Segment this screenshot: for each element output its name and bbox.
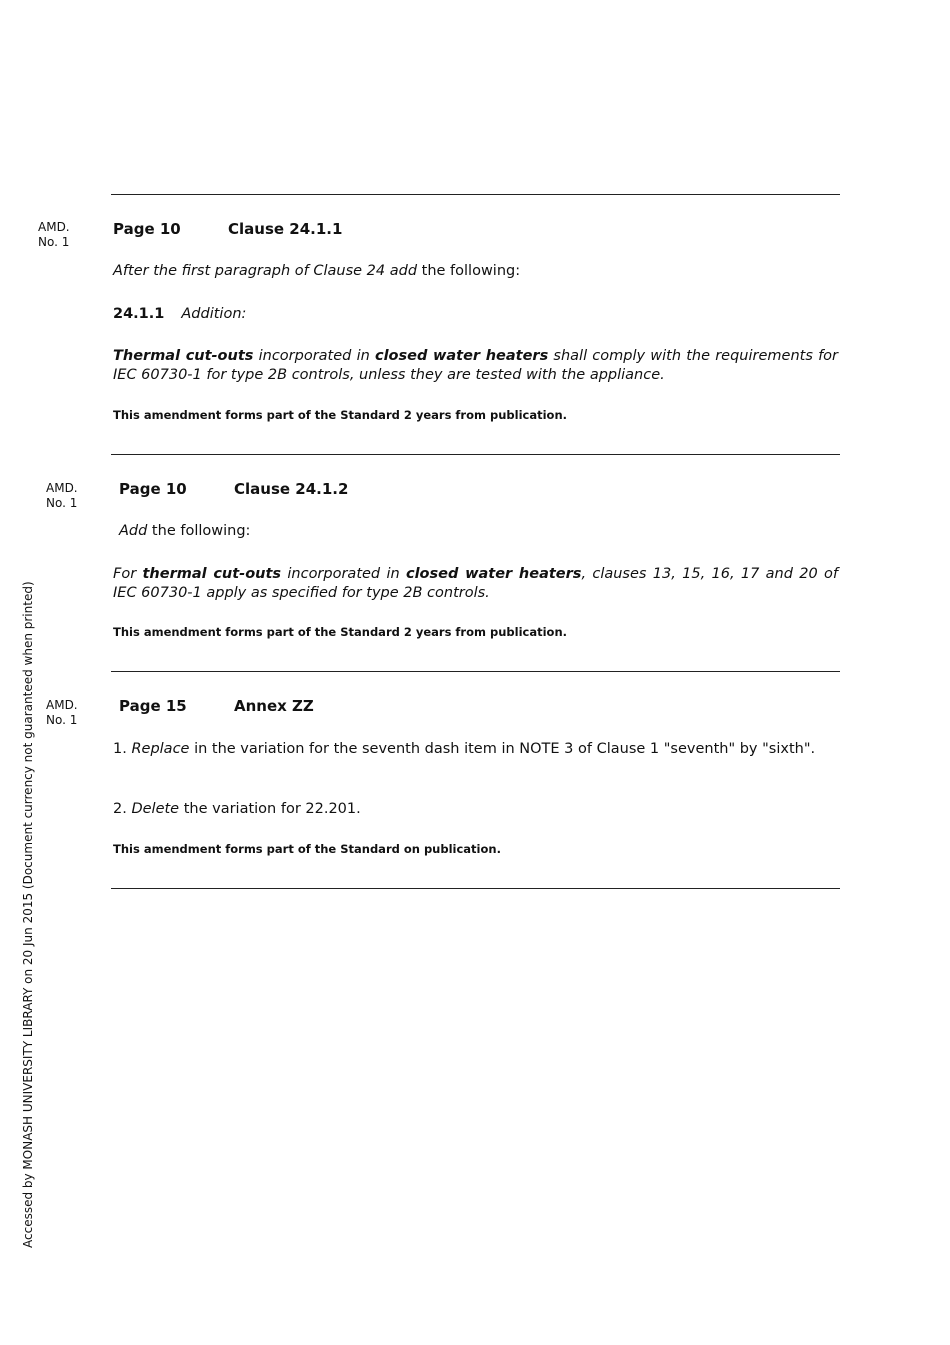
divider-top: [111, 194, 840, 195]
body-text: shall comply with the requirements for IEC 60730-1 for type 2B controls, unless they are tested with the appliance.: [113, 348, 839, 383]
access-side-note: Accessed by MONASH UNIVERSITY LIBRARY on 20 Jun 2015 (Document currency not guaranteed when printed): [21, 581, 35, 1248]
item-action: Replace: [131, 741, 190, 757]
amd-label: AMD.: [38, 220, 70, 234]
section-3-heading: [119, 697, 314, 715]
divider-2: [111, 671, 840, 672]
amd-marker-2: [46, 481, 78, 511]
term-closed-water-heaters: closed water heaters: [374, 348, 549, 364]
intro-rest: the following:: [147, 523, 251, 539]
term-thermal-cutouts: thermal cut-outs: [142, 566, 282, 582]
section-1-subclause: [113, 305, 838, 324]
item-text: the variation for 22.201.: [179, 801, 361, 817]
clause-ref: Clause 24.1.2: [234, 480, 349, 498]
page-ref: Page 10: [113, 220, 181, 238]
section-2-intro: [119, 522, 844, 541]
section-1-note: This amendment forms part of the Standard 2 years from publication.: [113, 408, 567, 422]
section-2-heading: [119, 480, 349, 498]
intro-italic: After the first paragraph of Clause 24 add: [113, 263, 418, 279]
subclause-label: Addition:: [181, 306, 247, 322]
amd-number: No. 1: [46, 713, 78, 727]
intro-italic: Add: [119, 523, 148, 539]
section-1-intro: [113, 262, 838, 281]
amd-marker-3: [46, 698, 78, 728]
subclause-number: 24.1.1: [113, 306, 165, 322]
page-ref: Page 10: [119, 480, 187, 498]
section-1-heading: [113, 220, 343, 238]
body-text: , clauses 13, 15, 16, 17 and 20 of IEC 60730-1 apply as specified for type 2B controls.: [113, 566, 838, 601]
section-3-note: This amendment forms part of the Standard on publication.: [113, 842, 501, 856]
term-closed-water-heaters: closed water heaters: [405, 566, 582, 582]
section-2-note: This amendment forms part of the Standard 2 years from publication.: [113, 625, 567, 639]
section-3-item-2: [113, 800, 838, 819]
item-number: 1.: [113, 741, 132, 757]
amd-number: No. 1: [46, 496, 78, 510]
item-number: 2.: [113, 801, 132, 817]
section-1-body: [113, 347, 838, 385]
amd-number: No. 1: [38, 235, 70, 249]
page-ref: Page 15: [119, 697, 187, 715]
section-2-body: [113, 565, 838, 603]
body-text: incorporated in: [281, 566, 406, 582]
annex-ref: Annex ZZ: [234, 697, 314, 715]
section-3-item-1: [113, 740, 838, 759]
body-text: incorporated in: [253, 348, 375, 364]
clause-ref: Clause 24.1.1: [228, 220, 343, 238]
divider-1: [111, 454, 840, 455]
item-text: in the variation for the seventh dash item in NOTE 3 of Clause 1 "seventh" by "sixth".: [189, 741, 816, 757]
intro-rest: the following:: [417, 263, 521, 279]
amd-label: AMD.: [46, 698, 78, 712]
body-text: For: [113, 566, 143, 582]
divider-bottom: [111, 888, 840, 889]
term-thermal-cutouts: Thermal cut-outs: [113, 348, 254, 364]
item-action: Delete: [131, 801, 180, 817]
amd-label: AMD.: [46, 481, 78, 495]
amd-marker-1: [38, 220, 70, 250]
